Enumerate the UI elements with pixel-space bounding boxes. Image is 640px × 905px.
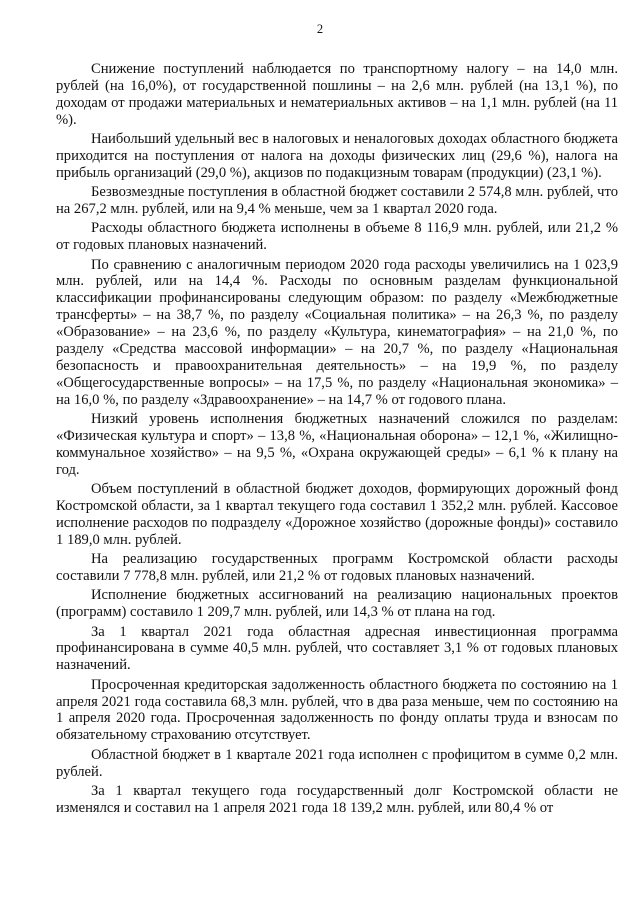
paragraph-state-debt: За 1 квартал текущего года государственный долг Костромской области не изменялся и составил на 1 апреля 2021 года 18 139,2 млн. рублей, или 80,4 % от	[56, 782, 618, 816]
paragraph-expenditures-total: Расходы областного бюджета исполнены в объеме 8 116,9 млн. рублей, или 21,2 % от годовых плановых назначений.	[56, 220, 618, 254]
paragraph-budget-surplus: Областной бюджет в 1 квартале 2021 года исполнен с профицитом в сумме 0,2 млн. рублей.	[56, 746, 618, 780]
paragraph-low-execution: Низкий уровень исполнения бюджетных назначений сложился по разделам: «Физическая культура и спорт» – 13,8 %, «Национальная оборона» – 12,1 %, «Жилищно-коммунальное хозяйство» – на 9,5 %, «Охрана окружающей среды» – 6,1 % к плану на год.	[56, 411, 618, 478]
paragraph-investment-program: За 1 квартал 2021 года областная адресная инвестиционная программа профинансирована в сумме 40,5 млн. рублей, что составляет 3,1 % от годовых плановых назначений.	[56, 623, 618, 674]
paragraph-state-programs: На реализацию государственных программ Костромской области расходы составили 7 778,8 млн. рублей, или 21,2 % от годовых плановых назначений.	[56, 551, 618, 585]
paragraph-national-projects: Исполнение бюджетных ассигнований на реализацию национальных проектов (программ) составило 1 209,7 млн. рублей, или 14,3 % от плана на год.	[56, 587, 618, 621]
paragraph-road-fund: Объем поступлений в областной бюджет доходов, формирующих дорожный фонд Костромской области, за 1 квартал текущего года составил 1 352,2 млн. рублей. Кассовое исполнение расходов по подразделу «Дорожное хозяйство (дорожные фонды)» составило 1 189,0 млн. рублей.	[56, 481, 618, 548]
paragraph-expenditures-by-section: По сравнению с аналогичным периодом 2020 года расходы увеличились на 1 023,9 млн. рублей, или на 14,4 %. Расходы по основным разделам функциональной классификации профинансированы следующим образом: по разделу «Межбюджетные трансферты» – на 38,7 %, по разделу «Социальная политика» – на 26,3 %, по разделу «Образование» – на 23,6 %, по разделу «Культура, кинематография» – на 21,0 %, по разделу «Средства массовой информации» – на 20,7 %, по разделу «Национальная безопасность и правоохранительная деятельность» – на 19,9 %, по разделу «Общегосударственные вопросы» – на 17,5 %, по разделу «Национальная экономика» – на 16,0 %, по разделу «Здравоохранение» – на 14,7 % от годового плана.	[56, 256, 618, 408]
paragraph-transport-tax-decline: Снижение поступлений наблюдается по транспортному налогу – на 14,0 млн. рублей (на 16,0%), от государственной пошлины – на 2,6 млн. рублей (на 13,1 %), по доходам от продажи материальных и нематериальных активов – на 1,1 млн. рублей (на 11 %).	[56, 61, 618, 128]
page-number: 2	[316, 22, 324, 36]
paragraph-tax-structure: Наибольший удельный вес в налоговых и неналоговых доходах областного бюджета приходится на поступления от налога на доходы физических лиц (29,6 %), налога на прибыль организаций (29,0 %), акцизов по подакцизным товарам (продукции) (23,1 %).	[56, 131, 618, 181]
paragraph-overdue-payables: Просроченная кредиторская задолженность областного бюджета по состоянию на 1 апреля 2021 года составила 68,3 млн. рублей, что в два раза меньше, чем по состоянию на 1 апреля 2020 года. Просроченная задолженность по фонду оплаты труда и взносам по обязательному страхованию отсутствует.	[56, 676, 618, 744]
paragraph-gratuitous-receipts: Безвозмездные поступления в областной бюджет составили 2 574,8 млн. рублей, что на 267,2 млн. рублей, или на 9,4 % меньше, чем за 1 квартал 2020 года.	[56, 184, 618, 218]
document-body	[56, 61, 618, 819]
